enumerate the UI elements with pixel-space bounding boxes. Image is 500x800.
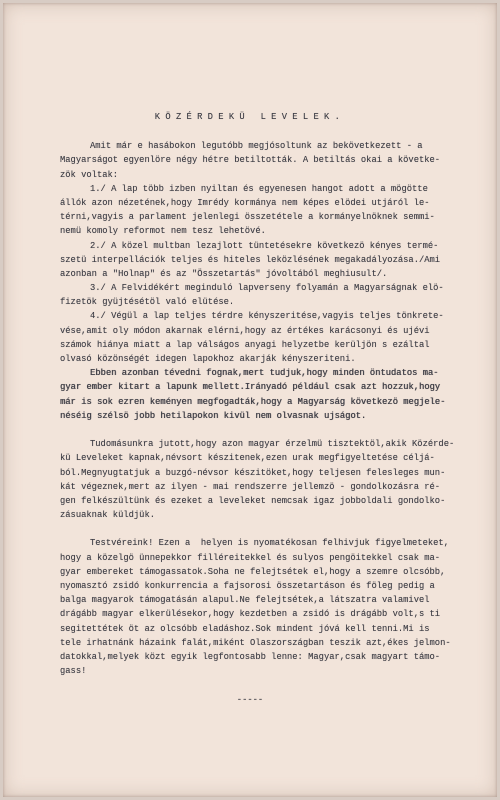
text-line: 3./ A Felvidékért meginduló lapverseny folyamán a Magyarságnak elö-: [90, 283, 444, 294]
text-line: térni,vagyis a parlament jelenlegi összetétele a kormányelnöknek semmi-: [60, 212, 435, 223]
text-line: Tudomásunkra jutott,hogy azon magyar érzelmü tisztektöl,akik Közérde-: [90, 439, 455, 450]
paragraph-testvereink: [60, 536, 470, 678]
text-line: zök voltak:: [60, 169, 119, 180]
text-line: nemü komoly reformot nem tesz lehetövé.: [60, 226, 266, 237]
typewritten-letter: [60, 110, 470, 707]
text-line: hogy a közelgö ünnepekkor filléreitekkel és sulyos pengöitekkel csak ma-: [60, 552, 441, 563]
closing-separator: -----: [236, 694, 264, 705]
text-line: gass!: [60, 666, 87, 677]
text-line: 1./ A lap több izben nyiltan és egyenesen hangot adott a mögötte: [90, 183, 428, 194]
text-line: zásuaknak küldjük.: [60, 510, 156, 521]
paragraph-point-3: [60, 281, 470, 309]
text-line: 4./ Végül a lap teljes térdre kényszeritése,vagyis teljes tönkrete-: [90, 311, 444, 322]
text-line: balga magyarok támogatásán alapul.Ne felejtsétek,a látszatra valamivel: [60, 595, 430, 606]
text-line: gyar embereket támogassatok.Soha ne felejtsétek el,hogy a szemre olcsóbb,: [60, 566, 446, 577]
text-line: fizetök gyüjtésétöl való elütése.: [60, 297, 235, 308]
text-line: azonban a "Holnap" és az "Összetartás" jóvoltából meghiusult/.: [60, 268, 388, 279]
paragraph-point-4: [60, 309, 470, 366]
text-line: 2./ A közel multban lezajlott tüntetésekre következö kényes termé-: [90, 240, 439, 251]
text-line: állók azon nézetének,hogy Imrédy kormánya nem képes elödei utjáról le-: [60, 197, 430, 208]
text-line: számok hiánya miatt a lap válságos anyagi helyzetbe kerüljön s ezáltal: [60, 339, 430, 350]
text-line: Ebben azonban tévedni fognak,mert tudjuk,hogy minden öntudatos ma-: [90, 368, 439, 379]
text-line: drágább magyar elkerülésekor,hogy kezdetben a zsidó is drágább volt,s ti: [60, 609, 441, 620]
text-line: Amit már e hasábokon legutóbb megjósoltunk az bekövetkezett - a: [90, 141, 423, 152]
text-line: ból.Megnyugtatjuk a buzgó-névsor készitöket,hogy teljesen felesleges mun-: [60, 467, 446, 478]
text-line: gyar ember kitart a lapunk mellett.Irányadó például csak azt hozzuk,hogy: [60, 382, 441, 393]
text-line: szetü interpellációk teljes és hiteles leközlésének megakadályozása./Ami: [60, 254, 441, 265]
section-testvereink: [60, 536, 470, 678]
text-line: kü Leveleket kapnak,névsort készitenek,ezen urak megfigyeltetése céljá-: [60, 453, 435, 464]
text-line: Magyarságot egyenlöre négy hétre betiltották. A betiltás okai a követke-: [60, 155, 441, 166]
section-betiltas: [60, 139, 470, 423]
paragraph-intro: [60, 139, 470, 182]
section-tudomasunkra: [60, 437, 470, 522]
text-line: nyomasztó zsidó konkurrencia a fajsorosi összetartáson és föleg pedig a: [60, 581, 435, 591]
text-line: már is sok ezren keményen megfogadták,hogy a Magyarság következö megjele-: [60, 396, 446, 407]
text-line: Testvéreink! Ezen a helyen is nyomatékosan felhivjuk figyelmeteket,: [90, 538, 449, 549]
text-line: datokkal,melyek közt egyik legfontosabb lenne: Magyar,csak magyart támo-: [60, 651, 441, 662]
paragraph-ebben: [60, 366, 470, 423]
text-line: segitettétek öt az olcsóbb eladáshoz.Sok mindent jóvá kell tenni.Mi is: [60, 623, 430, 634]
text-line: néséig szélsö jobb hetilapokon kivül nem olvasnak ujságot.: [60, 410, 367, 421]
text-line: tele irhatnánk házaink falát,miként Olaszországban teszik azt,ékes jelmon-: [60, 637, 451, 648]
text-line: vése,amit oly módon akarnak elérni,hogy az értékes karácsonyi és ujévi: [60, 325, 430, 336]
paragraph-tudomasunkra: [60, 437, 470, 522]
paragraph-point-2: [60, 239, 470, 282]
text-line: kát végeznek,mert az ilyen - mai rendszerre jellemzö - gondolkozásra ré-: [60, 481, 441, 492]
text-line: olvasó közönségét idegen lapokhoz akarják kényszeriteni.: [60, 354, 356, 364]
text-line: gen felkészültünk és ezeket a leveleket nemcsak igaz jobboldali gondolko-: [60, 495, 446, 506]
document-title: KÖZÉRDEKÜ LEVELEK.: [154, 112, 346, 122]
paragraph-point-1: [60, 182, 470, 239]
